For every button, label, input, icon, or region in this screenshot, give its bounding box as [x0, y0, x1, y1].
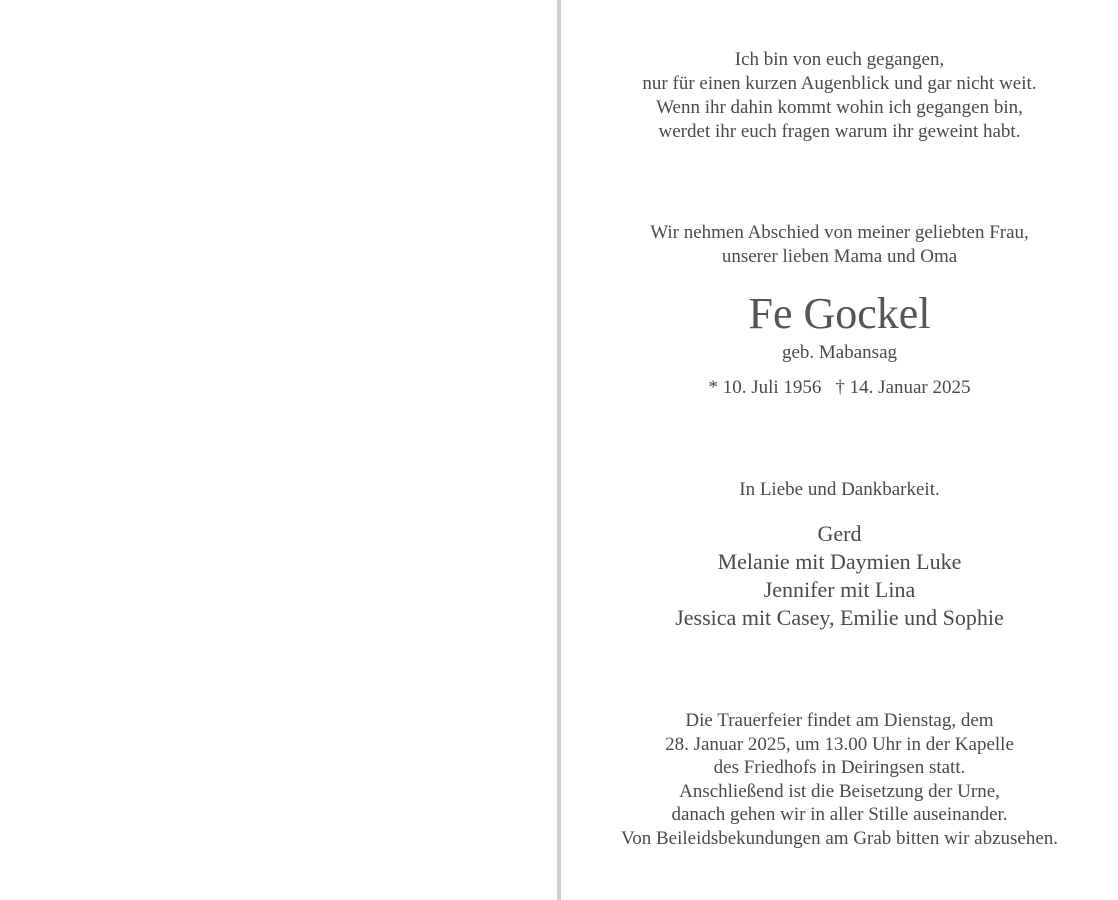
- poem-line: werdet ihr euch fragen warum ihr geweint habt.: [658, 121, 1021, 142]
- ceremony-line: danach gehen wir in aller Stille auseinander.: [671, 804, 1008, 825]
- poem-line: Wenn ihr dahin kommt wohin ich gegangen bin,: [656, 97, 1023, 118]
- ceremony-line: 28. Januar 2025, um 13.00 Uhr in der Kapelle: [665, 733, 1014, 755]
- family-member: Melanie mit Daymien Luke: [717, 549, 962, 574]
- ceremony-line: Die Trauerfeier findet am Dienstag, dem: [685, 710, 994, 731]
- deceased-name: Fe Gockel: [748, 289, 931, 338]
- family-member: Jessica mit Casey, Emilie und Sophie: [675, 605, 1004, 630]
- family-member: Gerd: [817, 521, 862, 546]
- ceremony-info: [561, 709, 1118, 850]
- intro-line: Wir nehmen Abschied von meiner geliebten Frau,: [650, 222, 1029, 243]
- family-list: [561, 520, 1118, 632]
- ceremony-line: Anschließend ist die Beisetzung der Urne,: [679, 780, 1000, 802]
- left-page-blank: [0, 0, 557, 900]
- obituary-page: [561, 0, 1118, 900]
- poem-line: nur für einen kurzen Augenblick und gar nicht weit.: [642, 73, 1037, 94]
- farewell-intro: [561, 221, 1118, 269]
- poem: [561, 48, 1118, 144]
- life-dates: [561, 376, 1118, 400]
- ceremony-line: des Friedhofs in Deiringsen statt.: [713, 757, 966, 778]
- maiden-name: geb. Mabansag: [781, 342, 898, 363]
- death-date: † 14. Januar 2025: [835, 377, 971, 398]
- poem-line: Ich bin von euch gegangen,: [734, 49, 945, 70]
- family-member: Jennifer mit Lina: [763, 577, 916, 602]
- birth-date: * 10. Juli 1956: [708, 377, 822, 398]
- intro-line: unserer lieben Mama und Oma: [721, 246, 958, 267]
- closing-phrase: In Liebe und Dankbarkeit.: [739, 479, 940, 500]
- ceremony-line: Von Beileidsbekundungen am Grab bitten wir abzusehen.: [620, 827, 1059, 849]
